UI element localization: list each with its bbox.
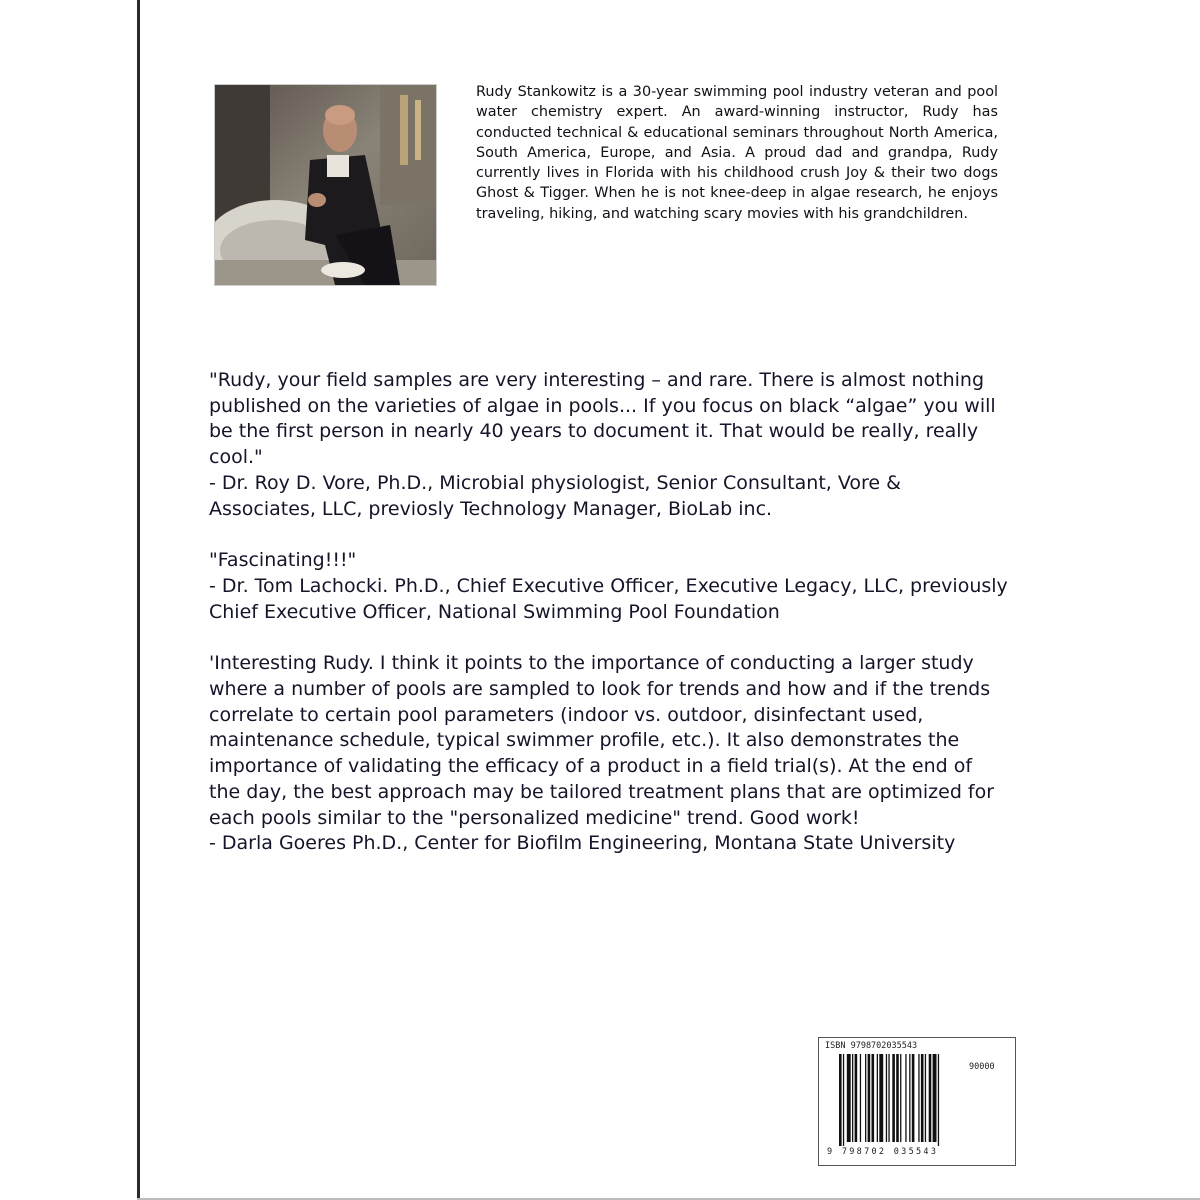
barcode-bar — [938, 1054, 939, 1146]
isbn-label: ISBN 9798702035543 — [825, 1041, 918, 1051]
author-bio: Rudy Stankowitz is a 30-year swimming pool industry veteran and pool water chemistry expert. An award-winning instructor, Rudy has conducted technical & educational seminars throughout North America, South America, Europe, and Asia. A proud dad and grandpa, Rudy currently lives in Florida with his childhood crush Joy & their two dogs Ghost & Tigger. When he is not knee-deep in algae research, he enjoys traveling, hiking, and watching scary movies with his grandchildren. — [476, 84, 998, 222]
barcode-bar — [921, 1054, 924, 1142]
barcode-bar — [843, 1054, 844, 1146]
cover-spine-edge — [137, 0, 140, 1200]
barcode-bar — [912, 1054, 915, 1142]
endorsement-quote: "Rudy, your field samples are very interesting – and rare. There is almost nothing published on the varieties of algae in pools... If you focus on black “algae” you will be the first person in nearly 40 years to document it. That would be really, really cool." — [209, 369, 996, 469]
barcode-bar — [900, 1054, 901, 1142]
barcode-bar — [855, 1054, 858, 1142]
endorsement-lachocki — [209, 548, 1009, 625]
barcode-bar — [865, 1054, 866, 1142]
barcode-bars — [839, 1054, 967, 1146]
endorsement-attribution: - Dr. Roy D. Vore, Ph.D., Microbial physiologist, Senior Consultant, Vore & Associates, LLC, previosly Technology Manager, BioLab inc. — [209, 471, 901, 520]
barcode-bar — [877, 1054, 878, 1142]
author-photo — [214, 84, 437, 286]
barcode-bar — [886, 1054, 887, 1142]
barcode-bar — [852, 1054, 853, 1142]
endorsement-attribution: - Dr. Tom Lachocki. Ph.D., Chief Executive Officer, Executive Legacy, LLC, previously Chief Executive Officer, National Swimming Pool Foundation — [209, 574, 1008, 623]
endorsement-goeres — [209, 651, 1009, 857]
barcode-bar — [868, 1054, 871, 1142]
barcode-bar — [925, 1054, 926, 1142]
endorsements — [209, 368, 1009, 883]
barcode-bar — [888, 1054, 889, 1142]
barcode-bar — [839, 1054, 842, 1146]
barcode-bar — [879, 1054, 883, 1142]
barcode-digits: 9 798702 035543 — [827, 1147, 939, 1157]
barcode-bar — [892, 1054, 895, 1142]
endorsement-quote: 'Interesting Rudy. I think it points to the importance of conducting a larger study where a number of pools are sampled to look for trends and how and if the trends correlate to certain pool parameters (indoor vs. outdoor, disinfectant used, maintenance schedule, typical swimmer profile, etc.). It also demonstrates the importance of validating the efficacy of a product in a field trial(s). At the end of the day, the best approach may be tailored treatment plans that are optimized for each pools similar to the "personalized medicine" trend. Good work! — [209, 652, 995, 829]
price-code: 90000 — [969, 1062, 995, 1072]
barcode-bar — [860, 1054, 861, 1142]
barcode-bar — [872, 1054, 875, 1142]
barcode-bar — [918, 1054, 919, 1142]
barcode-bar — [847, 1054, 851, 1142]
barcode-bar — [905, 1054, 906, 1142]
barcode-bar — [933, 1054, 937, 1142]
endorsement-quote: "Fascinating!!!" — [209, 549, 357, 572]
isbn-barcode — [818, 1037, 1016, 1166]
barcode-bar — [929, 1054, 932, 1142]
author-portrait-photo-icon — [215, 85, 436, 285]
barcode-bar — [896, 1054, 899, 1142]
endorsement-vore — [209, 368, 1009, 522]
endorsement-attribution: - Darla Goeres Ph.D., Center for Biofilm Engineering, Montana State University — [209, 832, 956, 855]
barcode-bar — [909, 1054, 910, 1142]
